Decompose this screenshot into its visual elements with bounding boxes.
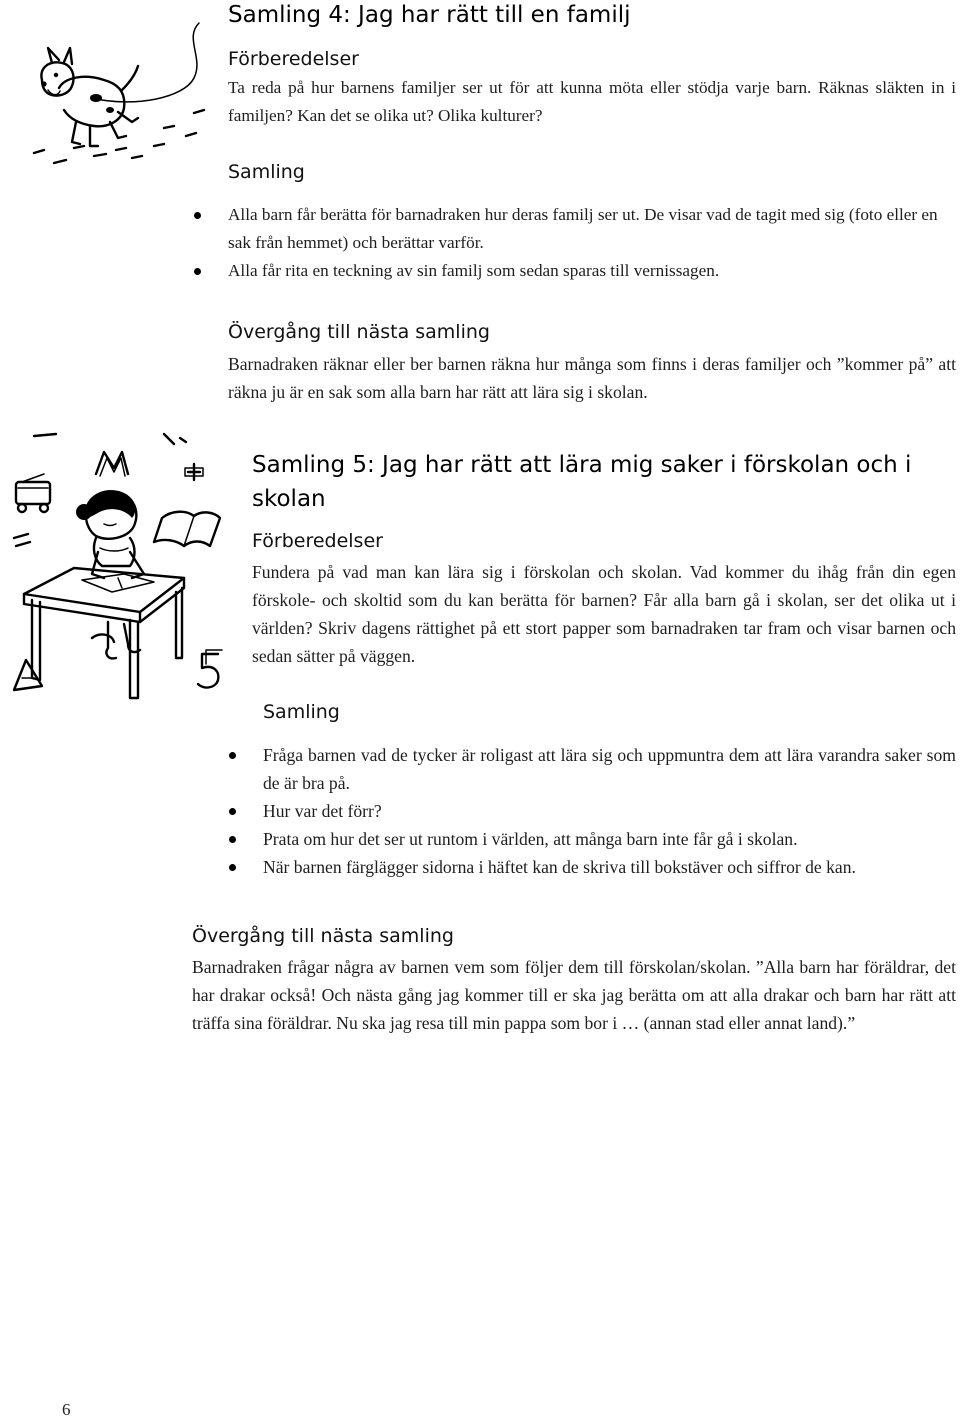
section5-gathering-list — [263, 741, 956, 881]
list-item — [263, 797, 956, 825]
section5-transition-heading: Övergång till nästa samling — [192, 925, 454, 947]
list-item — [263, 853, 956, 881]
bullet-icon — [229, 752, 236, 759]
section4-gathering-heading: Samling — [228, 161, 305, 183]
bullet-icon — [194, 212, 201, 219]
list-item-text: När barnen färglägger sidorna i häftet kan de skriva till bokstäver och siffror de kan. — [263, 857, 856, 877]
bullet-icon — [194, 268, 201, 275]
list-item — [228, 201, 956, 257]
bullet-icon — [229, 864, 236, 871]
list-item-text: Alla får rita en teckning av sin familj som sedan sparas till vernissagen. — [228, 261, 720, 280]
section5-title: Samling 5: Jag har rätt att lära mig saker i förskolan och i skolan — [252, 452, 912, 512]
list-item-text: Fråga barnen vad de tycker är roligast att lära sig och uppmuntra dem att lära varandra saker som de är bra på. — [263, 745, 956, 793]
section4-transition-text: Barnadraken räknar eller ber barnen räkna hur många som finns i deras familjer och ”kommer på” att räkna ju är en sak som alla barn har rätt att lära sig i skolan. — [228, 354, 956, 402]
list-item — [228, 257, 956, 285]
section4-preparations-heading: Förberedelser — [228, 48, 359, 70]
girl-reading-at-desk-illustration — [4, 428, 230, 704]
list-item-text: Prata om hur det ser ut runtom i världen, att många barn inte får gå i skolan. — [263, 829, 798, 849]
list-item-text: Alla barn får berätta för barnadraken hur deras familj ser ut. De visar vad de tagit med sig (foto eller en sak från hemmet) och berättar varför. — [228, 205, 938, 252]
section4-title: Samling 4: Jag har rätt till en familj — [228, 2, 631, 28]
section4-transition-heading: Övergång till nästa samling — [228, 321, 490, 343]
page-number: 6 — [62, 1400, 71, 1419]
list-item-text: Hur var det förr? — [263, 801, 382, 821]
dog-illustration — [14, 18, 214, 178]
bullet-icon — [229, 836, 236, 843]
section4-gathering-list — [228, 201, 956, 285]
list-item — [263, 741, 956, 797]
bullet-icon — [229, 808, 236, 815]
section5-preparations-text: Fundera på vad man kan lära sig i förskolan och skolan. Vad kommer du ihåg från din egen förskole- och skoltid som du kan berätta för barnen? Får alla barn gå i skolan, ser det olika ut i världen? Skriv dagens rättighet på ett stort papper som barnadraken tar fram och visar barnen och sedan sätter på väggen. — [252, 562, 956, 666]
section4-preparations-text: Ta reda på hur barnens familjer ser ut för att kunna möta eller stödja varje barn. Räknas släkten in i familjen? Kan det se olika ut? Olika kulturer? — [228, 78, 956, 125]
list-item — [263, 825, 956, 853]
section5-gathering-heading: Samling — [263, 701, 340, 723]
section5-transition-text: Barnadraken frågar några av barnen vem som följer dem till förskolan/skolan. ”Alla barn har föräldrar, det har drakar också! Och nästa gång jag kommer till er ska jag berätta om att alla drakar och barn har rätt att träffa sina föräldrar. Nu ska jag resa till min pappa som bor i … (annan stad eller annat land).” — [192, 957, 956, 1033]
section5-preparations-heading: Förberedelser — [252, 530, 383, 552]
